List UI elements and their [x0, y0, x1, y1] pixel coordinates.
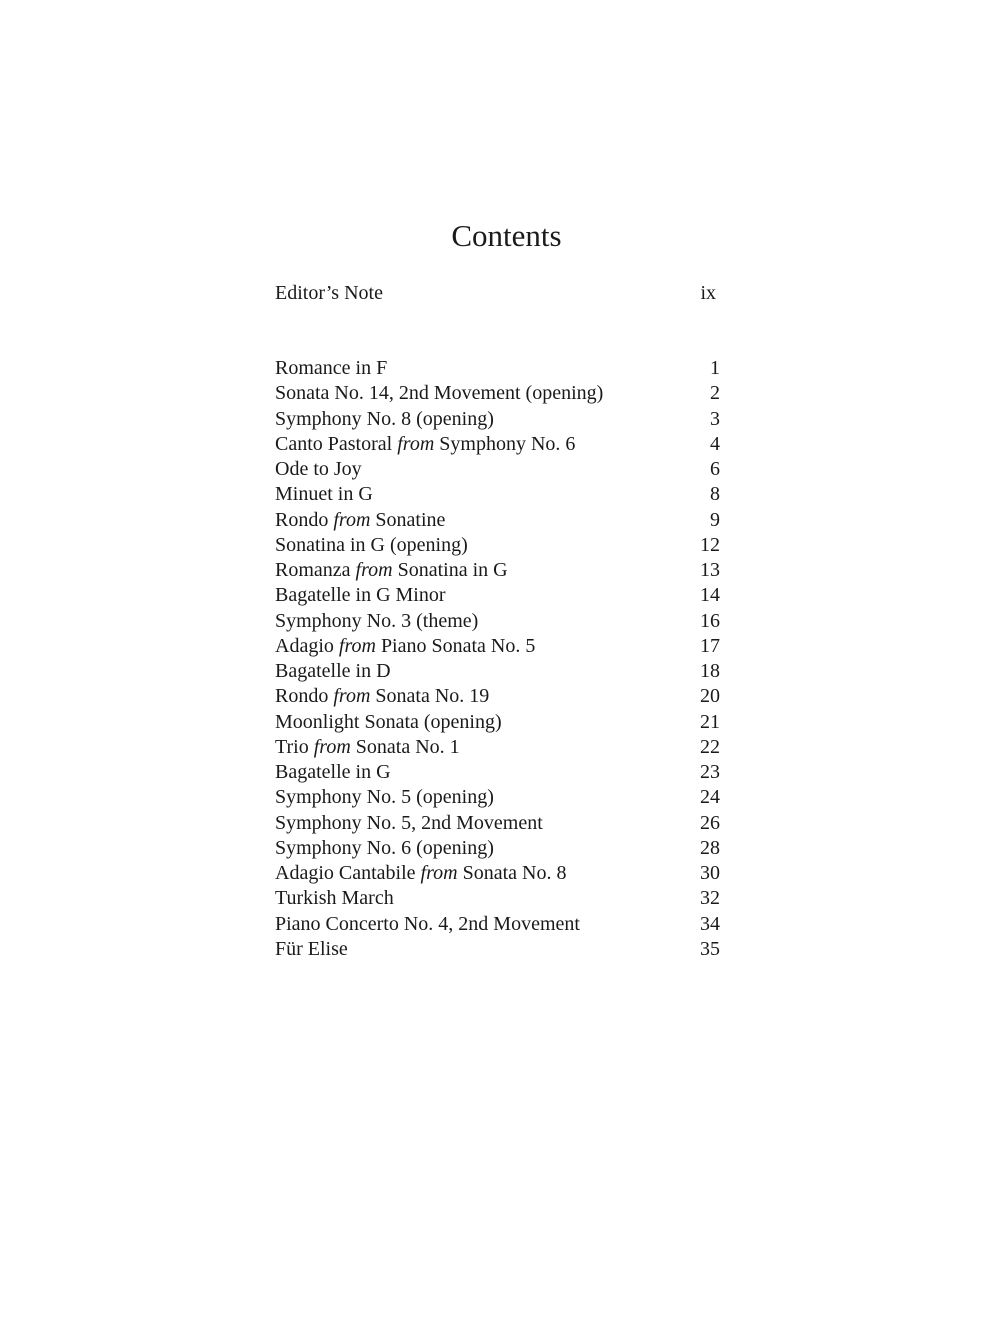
toc-entry-title-segment: Adagio	[275, 634, 339, 657]
toc-entry-title-segment: Turkish March	[275, 887, 394, 910]
toc-entry-page: 30	[700, 862, 720, 884]
toc-entry[interactable]	[275, 683, 720, 709]
toc-entry[interactable]	[275, 784, 720, 810]
toc-entry-title-segment: Piano Concerto No. 4, 2nd Movement	[275, 912, 580, 935]
toc-entry-page: 9	[710, 508, 720, 531]
toc-entry-title-segment: Sonatina in G (opening)	[275, 533, 468, 556]
toc-entry-title	[275, 355, 387, 381]
toc-entry-title-italic: from	[333, 508, 371, 531]
toc-entry-title-segment: Bagatelle in D	[275, 660, 391, 682]
toc-entry-title-segment: Sonatine	[370, 508, 446, 531]
toc-entry-page: 17	[700, 634, 720, 657]
toc-entry[interactable]	[275, 380, 720, 406]
toc-entry-page: 20	[700, 685, 720, 708]
toc-entry-title-segment: Canto Pastoral	[275, 432, 398, 455]
toc-entry-title-segment: Symphony No. 5 (opening)	[275, 786, 494, 809]
toc-entry-title-segment: Sonata No. 19	[370, 685, 490, 708]
toc-entry-page: 24	[700, 786, 720, 809]
toc-entry[interactable]	[275, 456, 720, 482]
toc-entry-title	[275, 683, 489, 709]
toc-entry[interactable]	[275, 936, 720, 962]
toc-entry[interactable]	[275, 557, 720, 583]
toc-entry-page: 34	[700, 912, 720, 935]
toc-entry[interactable]	[275, 734, 720, 760]
toc-entry[interactable]	[275, 532, 720, 558]
toc-entry-page: 1	[710, 357, 720, 379]
toc-entry[interactable]	[275, 835, 720, 861]
toc-entry-title-segment: Adagio Cantabile	[275, 862, 421, 884]
toc-entry-title-segment: Sonatina in G	[392, 559, 508, 581]
toc-entry[interactable]	[275, 759, 720, 785]
toc-entry-title	[275, 582, 446, 608]
toc-entry-page: ix	[700, 282, 716, 304]
toc-entry[interactable]	[275, 608, 720, 634]
toc-entry-page: 23	[700, 761, 720, 783]
toc-entry-title	[275, 784, 494, 810]
toc-entry[interactable]	[275, 507, 720, 533]
toc-entry-title-italic: from	[338, 634, 376, 657]
toc-entry-page: 14	[700, 584, 720, 607]
toc-entry-title	[275, 658, 391, 684]
toc-entry-page: 35	[700, 937, 720, 960]
toc-entry-title	[275, 911, 580, 937]
toc-entry-title-italic: from	[420, 862, 458, 884]
toc-entry-title	[275, 406, 494, 432]
toc-entry-title	[275, 709, 502, 735]
toc-entry-title	[275, 431, 575, 457]
toc-entry-title-segment: Bagatelle in G Minor	[275, 584, 446, 607]
toc-entry-title	[275, 759, 391, 785]
toc-entry-title	[275, 507, 445, 533]
toc-entry-title-segment: Symphony No. 6 (opening)	[275, 836, 494, 859]
toc-entry-title	[275, 481, 373, 507]
toc-entry-title	[275, 810, 543, 836]
toc-entry-page: 13	[700, 559, 720, 581]
toc-entry[interactable]	[275, 481, 720, 507]
toc-entry[interactable]	[275, 860, 720, 886]
toc-entry-title-segment: Rondo	[275, 508, 334, 531]
toc-entry-title	[275, 860, 566, 886]
toc-entry-title-segment: Minuet in G	[275, 483, 373, 506]
toc-entry-page: 3	[710, 407, 720, 430]
toc-entry-title	[275, 532, 468, 558]
toc-entry-page: 16	[700, 609, 720, 632]
toc-entry-title-segment: Sonata No. 14, 2nd Movement (opening)	[275, 382, 604, 405]
toc-entry-title-italic: from	[313, 735, 351, 758]
toc-entry-title-segment: Romance in F	[275, 357, 388, 379]
page-title: Contents	[451, 218, 562, 253]
toc-entry-page: 8	[710, 483, 720, 506]
toc-entry-title: Editor’s Note	[275, 282, 383, 304]
toc-entry-page: 26	[700, 811, 720, 834]
toc-entry-page: 12	[700, 533, 720, 556]
toc-entry-title	[275, 885, 394, 911]
toc-entry-page: 18	[700, 660, 720, 682]
toc-entry-title	[275, 608, 478, 634]
toc-entry[interactable]	[275, 582, 720, 608]
toc-entry-title-segment: Symphony No. 8 (opening)	[275, 407, 494, 430]
toc-entry[interactable]	[275, 658, 720, 684]
toc-entry-title-segment: Symphony No. 5, 2nd Movement	[275, 811, 543, 834]
toc-entry[interactable]	[275, 911, 720, 937]
toc-entry-title-segment: Ode to Joy	[275, 458, 362, 480]
toc-entry[interactable]	[275, 431, 720, 457]
toc-entry-title-segment: Moonlight Sonata (opening)	[275, 710, 502, 733]
toc-entry[interactable]	[275, 709, 720, 735]
toc-entry[interactable]	[275, 406, 720, 432]
toc-entry-title-segment: Sonata No. 1	[350, 735, 460, 758]
toc-entry-page: 28	[700, 836, 720, 859]
toc-entry[interactable]	[275, 885, 720, 911]
toc-entry-title-segment: Romanza	[275, 559, 356, 581]
toc-entry-title	[275, 380, 603, 406]
toc-entry-title-italic: from	[397, 432, 435, 455]
toc-entry-title-segment: Trio	[275, 735, 314, 758]
toc-entry-title	[275, 557, 508, 583]
toc-entry-page: 32	[700, 887, 720, 910]
toc-entry-title-segment: Rondo	[275, 685, 334, 708]
toc-entry[interactable]	[275, 633, 720, 659]
toc-entry-title-italic: from	[355, 559, 393, 581]
toc-entry-title-segment: Bagatelle in G	[275, 761, 391, 783]
toc-entry[interactable]	[275, 355, 720, 381]
toc-entry-title	[275, 456, 362, 482]
toc-entry-title	[275, 936, 348, 962]
toc-entry-page: 6	[710, 458, 720, 480]
toc-entry-page: 2	[710, 382, 720, 405]
toc-entry-title-segment: Piano Sonata No. 5	[375, 634, 536, 657]
toc-entry-page: 4	[710, 432, 720, 455]
toc-entry-title	[275, 835, 494, 861]
toc-entry[interactable]	[275, 810, 720, 836]
toc-entry-page: 22	[700, 735, 720, 758]
toc-entry-title-segment: Sonata No. 8	[457, 862, 567, 884]
toc-entry-title-segment: Symphony No. 6	[434, 432, 576, 455]
toc-entry-title-italic: from	[333, 685, 371, 708]
toc-entry-title	[275, 734, 460, 760]
toc-entry-title-segment: Für Elise	[275, 937, 348, 960]
toc-entry-title-segment: Symphony No. 3 (theme)	[275, 609, 479, 632]
toc-entry-page: 21	[700, 710, 720, 733]
toc-entry-title	[275, 633, 535, 659]
